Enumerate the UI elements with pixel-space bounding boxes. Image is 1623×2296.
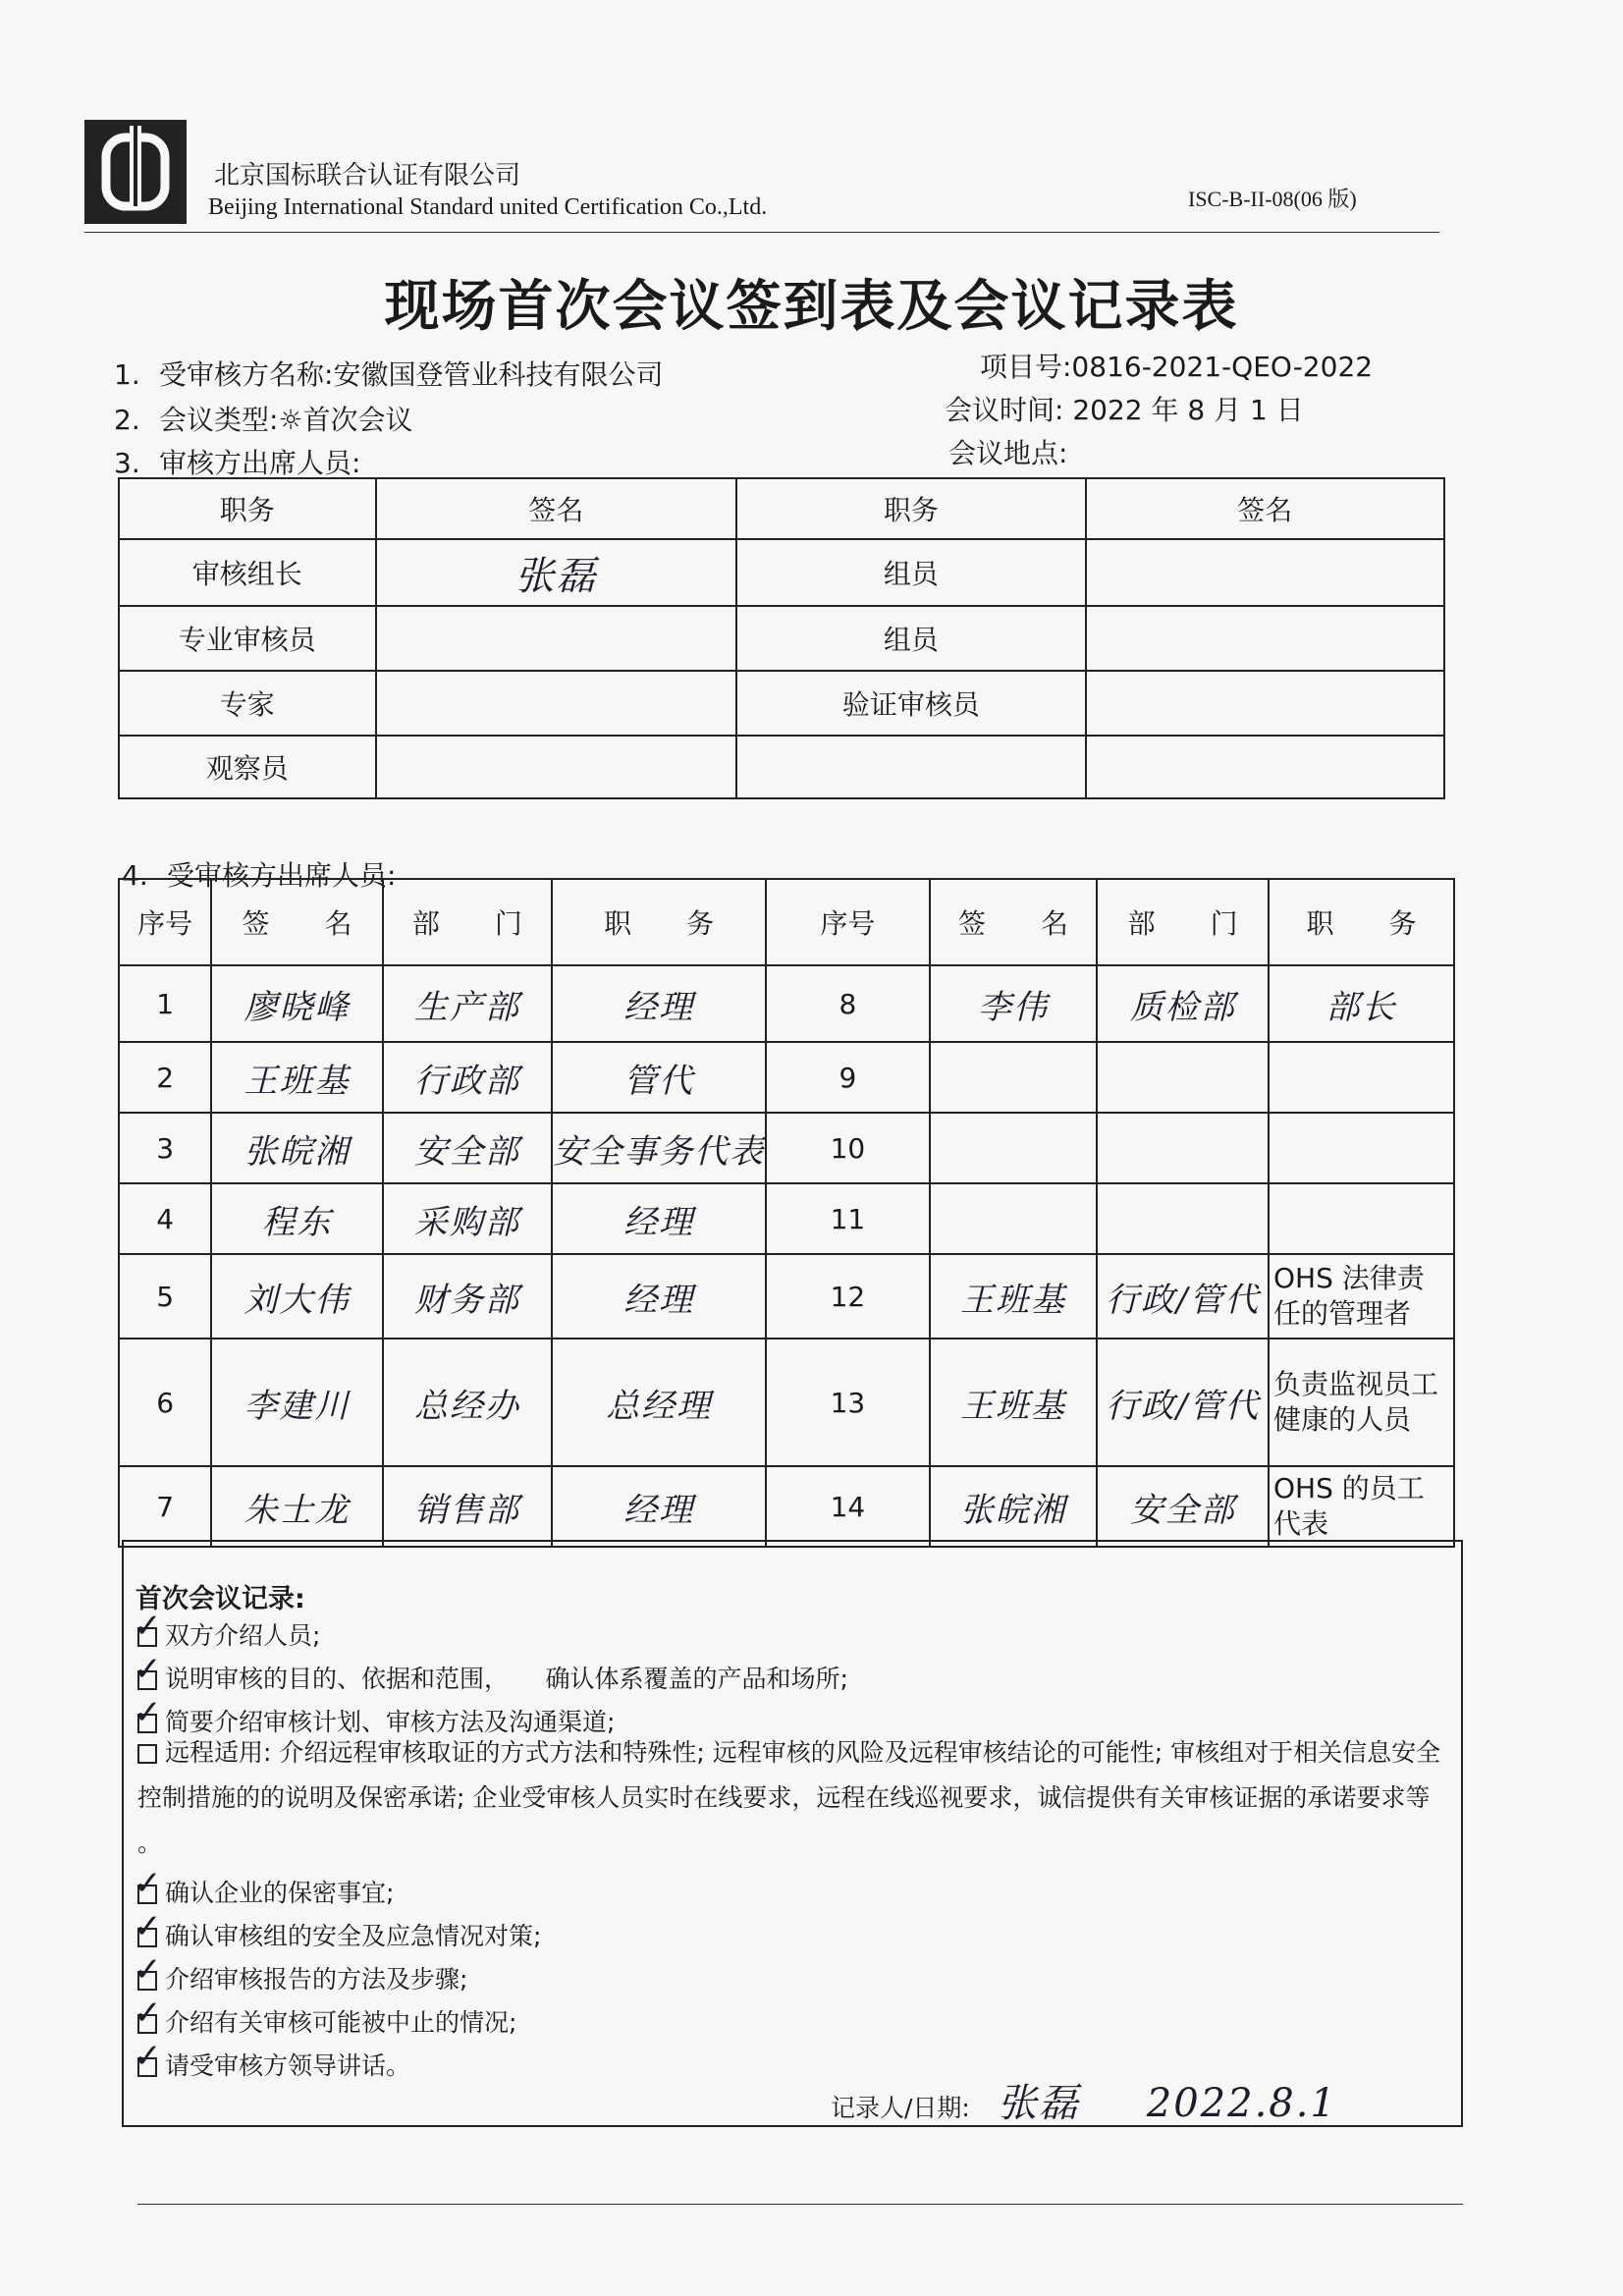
checkmark-icon: ✓ [134,1650,162,1689]
header-signature: 签 名 [211,879,382,965]
role-cell: 组员 [736,539,1085,606]
remote-audit-text: 远程适用: 介绍远程审核取证的方式方法和特殊性; 远程审核的风险及远程审核结论的可能性; 审核组对于相关信息安全控制措施的的说明及保密承诺; 企业受审核人员实时在线要求，远程在线巡视要求，诚信提供有关审核证据的承诺要求等 。 [137,1738,1441,1857]
table-row [119,1183,1454,1254]
title-cell: OHS 的员工代表 [1269,1466,1454,1547]
page-title: 现场首次会议签到表及会议记录表 [384,275,1239,339]
company-logo [84,120,187,224]
number-cell: 9 [766,1042,930,1113]
recorder-label: 记录人/日期: [831,2094,970,2122]
role-cell: 观察员 [119,736,376,798]
signature-cell [1086,736,1444,798]
header-department: 部 门 [383,879,552,965]
handwritten-entry: 安全部 [413,1131,520,1172]
checklist-item [134,2037,411,2082]
signature-cell [930,1466,1098,1547]
number-cell: 10 [766,1113,930,1183]
handwritten-entry: 刘大伟 [243,1280,351,1320]
table-row [119,736,1444,798]
handwritten-entry: 王班基 [960,1386,1067,1426]
checkbox[interactable] [134,1864,162,1904]
checkbox[interactable] [134,1950,162,1991]
signature-cell [211,1254,382,1339]
checklist-text: 介绍有关审核可能被中止的情况; [165,2008,517,2037]
signature-cell [211,1113,382,1183]
signature-cell [211,1183,382,1254]
number-cell: 4 [119,1183,211,1254]
handwritten-entry: 王班基 [960,1280,1067,1320]
recorder-date: 2022.8.1 [1146,2081,1337,2126]
checkbox[interactable] [134,1650,162,1690]
number-cell: 6 [119,1339,211,1466]
signature-cell [930,1183,1098,1254]
role-cell [736,736,1085,798]
signature-cell [1086,539,1444,606]
department-cell [383,1339,552,1466]
signature-cell [1086,606,1444,671]
checkmark-icon: ✓ [134,2037,162,2076]
checklist-item [134,1864,395,1909]
department-cell [1097,1254,1269,1339]
handwritten-signature: 张磊 [514,553,598,599]
meeting-records-box [122,1540,1463,2127]
checklist-text: 请受审核方领导讲话。 [165,2051,411,2080]
checklist-text: 介绍审核报告的方法及步骤; [165,1965,468,1994]
number-cell: 5 [119,1254,211,1339]
auditee-name-line: 1. 受审核方名称:安徽国登管业科技有限公司 [114,358,664,391]
role-cell: 专业审核员 [119,606,376,671]
handwritten-entry: 程东 [261,1202,333,1242]
checkmark-icon: ✓ [134,1994,162,2033]
signature-cell [930,1042,1098,1113]
signature-cell [211,965,382,1042]
signature-cell [930,1113,1098,1183]
checkmark-icon: ✓ [134,1907,162,1946]
form-code: ISC-B-II-08(06 版) [1188,187,1357,211]
number-cell: 8 [766,965,930,1042]
handwritten-entry: 经理 [623,987,695,1027]
company-name-cn: 北京国标联合认证有限公司 [214,161,521,191]
role-cell: 审核组长 [119,539,376,606]
department-cell [383,1254,552,1339]
handwritten-entry: 王班基 [243,1061,351,1101]
checkmark-icon: ✓ [134,1693,162,1732]
number-cell: 1 [119,965,211,1042]
table-row [119,1254,1454,1339]
handwritten-entry: 李伟 [978,987,1050,1027]
signature-cell [376,606,737,671]
number-cell: 11 [766,1183,930,1254]
checkbox[interactable] [137,1744,157,1764]
number-cell: 2 [119,1042,211,1113]
table-row [119,1113,1454,1183]
checklist-item [134,1994,517,2039]
table-header-row [119,879,1454,965]
role-cell: 组员 [736,606,1085,671]
department-cell [1097,965,1269,1042]
signature-cell [930,1254,1098,1339]
recorder-signature: 张磊 [997,2081,1080,2126]
handwritten-entry: 张皖湘 [243,1131,351,1172]
remote-audit-item [137,1730,1449,1866]
meeting-type-line: 2. 会议类型:☼首次会议 [114,404,413,436]
title-cell [552,965,766,1042]
header-title: 职 务 [552,879,766,965]
number-cell: 14 [766,1466,930,1547]
handwritten-entry: 行政/管代 [1105,1386,1261,1426]
checklist-item [134,1650,848,1695]
header-role: 职务 [736,478,1085,539]
handwritten-entry: 经理 [623,1280,695,1320]
department-cell [383,1466,552,1547]
header-number: 序号 [766,879,930,965]
handwritten-entry: 生产部 [413,987,520,1027]
project-number: 项目号:0816-2021-QEO-2022 [980,351,1374,383]
department-cell [1097,1339,1269,1466]
checkmark-icon: ✓ [134,1607,162,1646]
title-cell [552,1254,766,1339]
signature-cell [376,671,737,736]
handwritten-entry: 管代 [623,1061,695,1101]
checkbox[interactable] [134,1907,162,1947]
handwritten-entry: 李建川 [243,1386,351,1426]
signature-cell [211,1339,382,1466]
signature-cell [930,1339,1098,1466]
header-role: 职务 [119,478,376,539]
role-cell: 专家 [119,671,376,736]
table-row [119,965,1454,1042]
handwritten-entry: 安全事务代表 [553,1131,766,1172]
checkmark-icon: ✓ [134,1950,162,1990]
number-cell: 12 [766,1254,930,1339]
header-signature: 签名 [1086,478,1444,539]
checklist-text: 确认企业的保密事宜; [165,1879,395,1907]
handwritten-entry: 廖晓峰 [243,987,351,1027]
department-cell [383,1113,552,1183]
department-cell [383,1042,552,1113]
checkbox[interactable] [134,1994,162,2034]
title-cell: OHS 法律责任的管理者 [1269,1254,1454,1339]
handwritten-entry: 经理 [623,1490,695,1530]
department-cell [383,965,552,1042]
records-heading: 首次会议记录: [135,1584,305,1614]
handwritten-entry: 总经办 [413,1386,520,1426]
header-signature: 签名 [376,478,737,539]
handwritten-entry: 行政/管代 [1105,1280,1261,1320]
checklist-item [134,1907,542,1952]
handwritten-entry: 安全部 [1129,1490,1236,1530]
handwritten-entry: 采购部 [413,1202,520,1242]
title-cell [552,1466,766,1547]
department-cell [1097,1466,1269,1547]
handwritten-entry: 部长 [1325,987,1397,1027]
title-cell [552,1339,766,1466]
auditee-attendance-table [118,878,1455,1548]
header-department: 部 门 [1097,879,1269,965]
department-cell [1097,1113,1269,1183]
title-cell [1269,1042,1454,1113]
title-cell [1269,1183,1454,1254]
department-cell [1097,1183,1269,1254]
checklist-item [134,1950,468,1995]
signature-cell [930,965,1098,1042]
handwritten-entry: 质检部 [1129,987,1236,1027]
checklist-item [134,1607,321,1652]
checklist-text: 双方介绍人员; [165,1621,321,1650]
handwritten-entry: 张皖湘 [960,1490,1067,1530]
checklist-text: 确认审核组的安全及应急情况对策; [165,1922,542,1950]
header-divider [84,232,1439,233]
title-cell [552,1183,766,1254]
table-row [119,1339,1454,1466]
table-row [119,1466,1454,1547]
handwritten-entry: 销售部 [413,1490,520,1530]
auditor-attendees-label: 3. 审核方出席人员: [114,447,361,479]
table-header-row [119,478,1444,539]
handwritten-entry: 总经理 [606,1386,713,1426]
signature-cell [376,539,737,606]
meeting-place: 会议地点: [948,437,1068,469]
table-row [119,606,1444,671]
auditee-attendees-label: 4. 受审核方出席人员: [122,859,397,892]
footer-divider [137,2204,1463,2205]
title-cell [1269,965,1454,1042]
number-cell: 7 [119,1466,211,1547]
table-row [119,539,1444,606]
department-cell [1097,1042,1269,1113]
number-cell: 3 [119,1113,211,1183]
recorder-line [831,2072,1337,2128]
table-row [119,1042,1454,1113]
signature-cell [1086,671,1444,736]
signature-cell [376,736,737,798]
handwritten-entry: 朱士龙 [243,1490,351,1530]
title-cell [1269,1113,1454,1183]
header-signature: 签 名 [930,879,1098,965]
meeting-time: 会议时间: 2022 年 8 月 1 日 [945,394,1304,426]
checklist-text: 简要介绍审核计划、审核方法及沟通渠道; [165,1708,616,1736]
handwritten-entry: 行政部 [413,1061,520,1101]
role-cell: 验证审核员 [736,671,1085,736]
signature-cell [211,1042,382,1113]
header-title: 职 务 [1269,879,1454,965]
table-row [119,671,1444,736]
header-number: 序号 [119,879,211,965]
auditor-attendance-table [118,477,1445,799]
title-cell [552,1042,766,1113]
handwritten-entry: 经理 [623,1202,695,1242]
title-cell [552,1113,766,1183]
number-cell: 13 [766,1339,930,1466]
checkmark-icon: ✓ [134,1864,162,1903]
title-cell: 负责监视员工健康的人员 [1269,1339,1454,1466]
checklist-text: 说明审核的目的、依据和范围， 确认体系覆盖的产品和场所; [165,1665,848,1693]
checkbox[interactable] [134,1607,162,1647]
department-cell [383,1183,552,1254]
handwritten-entry: 财务部 [413,1280,520,1320]
checkbox[interactable] [134,2037,162,2077]
signature-cell [211,1466,382,1547]
company-name-en: Beijing International Standard united Certification Co.,Ltd. [208,194,768,220]
